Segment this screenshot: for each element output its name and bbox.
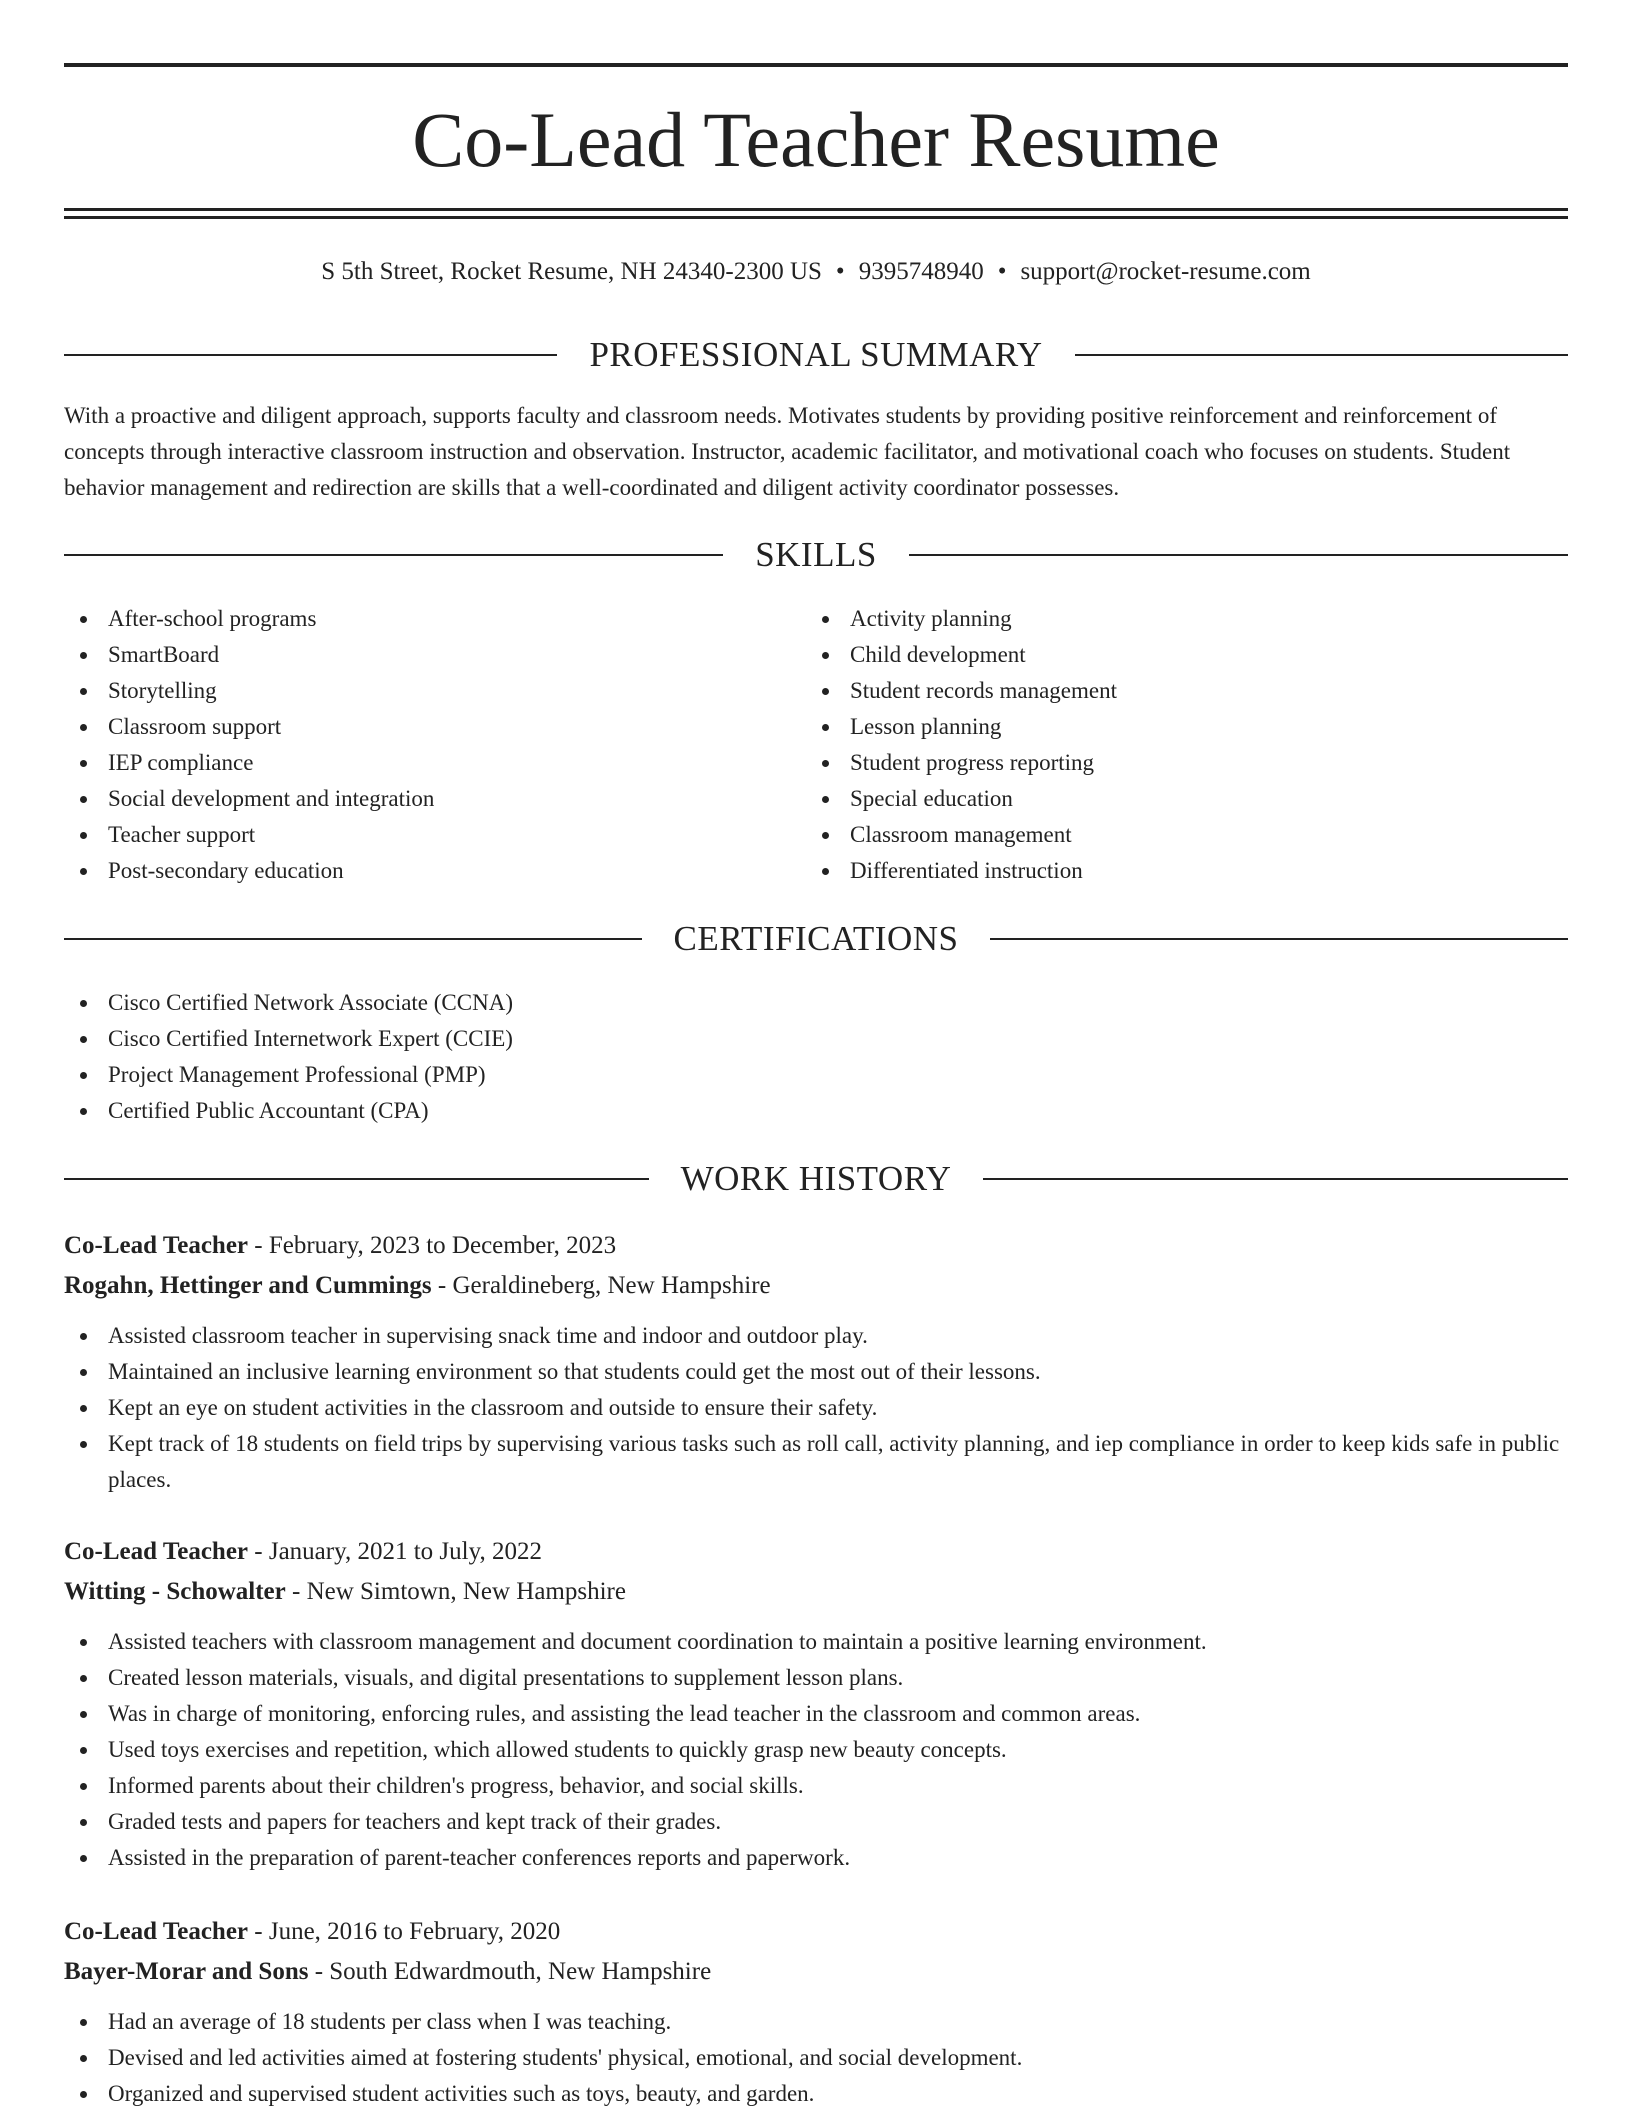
heading-rule-left (64, 554, 723, 556)
job-duties-list (64, 1318, 1568, 1498)
job-duty-item: Was in charge of monitoring, enforcing rules, and assisting the lead teacher in the classroom and common areas. (64, 1696, 1568, 1732)
contact-line (64, 252, 1568, 292)
skill-item: Differentiated instruction (806, 853, 1506, 889)
title-double-rule-upper (64, 208, 1568, 211)
heading-rule-left (64, 354, 557, 356)
heading-rule-left (64, 1178, 649, 1180)
job-duty-item: Kept track of 18 students on field trips by supervising various tasks such as roll call, activity planning, and iep compliance in order to keep kids safe in public places. (64, 1426, 1568, 1498)
job-duty-item: Graded tests and papers for teachers and kept track of their grades. (64, 1804, 1568, 1840)
resume-title: Co-Lead Teacher Resume (412, 96, 1220, 183)
job-company: Rogahn, Hettinger and Cummings (64, 1272, 432, 1299)
job-duty-item: Organized and supervised student activities such as toys, beauty, and garden. (64, 2076, 1568, 2112)
skill-item: Child development (806, 637, 1506, 673)
job-entry (64, 1532, 1568, 1876)
certifications-block (64, 985, 1568, 1129)
job-duties-list (64, 2004, 1568, 2112)
work-history-section-heading (64, 1156, 1568, 1202)
job-duty-item: Kept an eye on student activities in the classroom and outside to ensure their safety. (64, 1390, 1568, 1426)
job-company-line (64, 1572, 1568, 1612)
heading-rule-right (909, 554, 1568, 556)
skill-item: Student progress reporting (806, 745, 1506, 781)
job-location: - South Edwardmouth, New Hampshire (308, 1958, 712, 1985)
title-double-rule-lower (64, 216, 1568, 219)
certification-item: Cisco Certified Network Associate (CCNA) (64, 985, 1568, 1021)
skill-item: Storytelling (64, 673, 764, 709)
job-title-line (64, 1226, 1568, 1266)
job-duty-item: Had an average of 18 students per class when I was teaching. (64, 2004, 1568, 2040)
job-duty-item: Devised and led activities aimed at fostering students' physical, emotional, and social development. (64, 2040, 1568, 2076)
heading-rule-right (990, 938, 1568, 940)
job-duty-item: Assisted classroom teacher in supervising snack time and indoor and outdoor play. (64, 1318, 1568, 1354)
contact-address: S 5th Street, Rocket Resume, NH 24340-2300 US (321, 258, 822, 285)
skills-list-left (64, 601, 764, 889)
job-company-line (64, 1952, 1568, 1992)
skill-item: SmartBoard (64, 637, 764, 673)
summary-heading-label: PROFESSIONAL SUMMARY (589, 335, 1043, 374)
skill-item: Post-secondary education (64, 853, 764, 889)
job-role: Co-Lead Teacher (64, 1538, 249, 1565)
job-entry (64, 1912, 1568, 2112)
skill-item: Lesson planning (806, 709, 1506, 745)
skills-list-right (806, 601, 1506, 889)
skill-item: Teacher support (64, 817, 764, 853)
summary-section-heading (64, 332, 1568, 378)
job-role: Co-Lead Teacher (64, 1918, 249, 1945)
certifications-section-heading (64, 916, 1568, 962)
job-duties-list (64, 1624, 1568, 1876)
job-location: - Geraldineberg, New Hampshire (431, 1272, 771, 1299)
job-company: Bayer-Morar and Sons (64, 1958, 309, 1985)
heading-rule-right (983, 1178, 1568, 1180)
skills-heading-label: SKILLS (755, 535, 877, 574)
work-history-heading-label: WORK HISTORY (680, 1159, 952, 1198)
skills-column-left (64, 601, 764, 889)
skill-item: Social development and integration (64, 781, 764, 817)
job-entry (64, 1226, 1568, 1498)
skill-item: IEP compliance (64, 745, 764, 781)
certification-item: Project Management Professional (PMP) (64, 1057, 1568, 1093)
summary-text: With a proactive and diligent approach, supports faculty and classroom needs. Motivates students by providing positive reinforcement and reinforcement of concepts through interactive classroom instruction and observation. Instructor, academic facilitator, and motivational coach who focuses on students. Student behavior management and redirection are skills that a well-coordinated and diligent activity coordinator possesses. (64, 403, 1511, 500)
job-dates: - February, 2023 to December, 2023 (248, 1232, 617, 1259)
heading-rule-right (1075, 354, 1568, 356)
job-dates: - June, 2016 to February, 2020 (248, 1918, 561, 1945)
skill-item: Activity planning (806, 601, 1506, 637)
contact-separator: • (997, 258, 1007, 285)
skill-item: Student records management (806, 673, 1506, 709)
skills-column-right (806, 601, 1506, 889)
skills-section-heading (64, 532, 1568, 578)
certification-item: Cisco Certified Internetwork Expert (CCIE) (64, 1021, 1568, 1057)
job-duty-item: Assisted in the preparation of parent-teacher conferences reports and paperwork. (64, 1840, 1568, 1876)
certifications-list (64, 985, 1568, 1129)
job-duty-item: Used toys exercises and repetition, which allowed students to quickly grasp new beauty concepts. (64, 1732, 1568, 1768)
contact-separator: • (835, 258, 845, 285)
certifications-heading-label: CERTIFICATIONS (673, 919, 959, 958)
job-duty-item: Assisted teachers with classroom management and document coordination to maintain a positive learning environment. (64, 1624, 1568, 1660)
heading-rule-left (64, 938, 642, 940)
job-duty-item: Created lesson materials, visuals, and digital presentations to supplement lesson plans. (64, 1660, 1568, 1696)
job-company-line (64, 1266, 1568, 1306)
certification-item: Certified Public Accountant (CPA) (64, 1093, 1568, 1129)
contact-phone: 9395748940 (858, 258, 984, 285)
job-dates: - January, 2021 to July, 2022 (248, 1538, 542, 1565)
skill-item: Classroom management (806, 817, 1506, 853)
job-company: Witting - Schowalter (64, 1578, 286, 1605)
job-title-line (64, 1532, 1568, 1572)
job-title-line (64, 1912, 1568, 1952)
skill-item: Special education (806, 781, 1506, 817)
job-duty-item: Maintained an inclusive learning environment so that students could get the most out of their lessons. (64, 1354, 1568, 1390)
job-role: Co-Lead Teacher (64, 1232, 249, 1259)
skill-item: After-school programs (64, 601, 764, 637)
top-rule (64, 63, 1568, 67)
job-location: - New Simtown, New Hampshire (285, 1578, 626, 1605)
job-duty-item: Informed parents about their children's progress, behavior, and social skills. (64, 1768, 1568, 1804)
contact-email: support@rocket-resume.com (1020, 258, 1311, 285)
skill-item: Classroom support (64, 709, 764, 745)
